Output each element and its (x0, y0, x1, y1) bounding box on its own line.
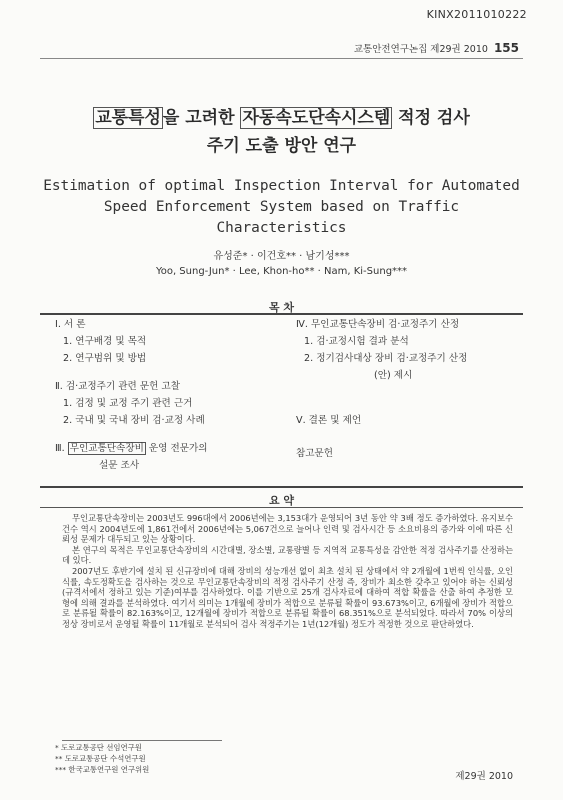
toc-heading: 목 차 (268, 301, 295, 314)
abstract-paragraph: 본 연구의 목적은 무인교통단속장비의 시간대별, 장소별, 교통량별 등 지역적 교통특성을 감안한 적정 검사주기를 산정하는데 있다. (62, 544, 513, 566)
toc-item: 2. 정기검사대상 장비 검·교정주기 산정 (304, 353, 468, 364)
toc-item: 2. 국내 및 국내 장비 검·교정 사례 (63, 415, 205, 426)
toc-section-text: 운영 전문가의 (145, 443, 208, 454)
toc-section-4: Ⅳ. 무인교통단속장비 검·교정주기 산정 (296, 319, 460, 330)
title-text: 을 고려한 (162, 108, 241, 128)
toc-right-column (296, 316, 467, 462)
running-header (354, 41, 519, 55)
abstract-paragraph: 무인교통단속장비는 2003년도 996대에서 2006년에는 3,153대가 운영되어 3년 동안 약 3배 정도 증가하였다. 유지보수건수 역시 2004년도에 1,861건에서 2006년에는 5,067건으로 늘어나 인력 및 검사시간 등 소요비용의 증가와 이에 따른 신뢰성 문제가 대두되고 있는 상황이다. (62, 513, 513, 545)
authors-english: Yoo, Sung-Jun* · Lee, Khon-ho** · Nam, Ki-Sung*** (155, 266, 408, 277)
toc-item: 1. 연구배경 및 목적 (63, 336, 147, 347)
toc-item: 1. 검정 및 교정 주기 관련 근거 (63, 398, 193, 409)
document-id: KINX2011010222 (426, 8, 527, 21)
toc-top-rule (40, 313, 523, 315)
toc-section-2: Ⅱ. 검·교정주기 관련 문헌 고찰 (55, 381, 180, 392)
abstract-body (62, 513, 513, 630)
footnote: ** 도로교통공단 수석연구원 (55, 754, 146, 763)
toc-section-3 (55, 440, 208, 457)
english-title-line2: Speed Enforcement System based on Traffic (103, 199, 460, 215)
toc-section-5: Ⅴ. 결론 및 제언 (296, 415, 362, 426)
toc-references: 참고문헌 (296, 448, 334, 459)
title-text: 적정 검사 (392, 108, 470, 128)
toc-item: (안) 제시 (374, 370, 413, 381)
footnote: *** 한국교통연구원 연구위원 (55, 765, 150, 774)
toc-highlight-box: 무인교통단속장비 (69, 443, 144, 454)
abstract-heading: 요 약 (268, 494, 295, 507)
page-number: 155 (493, 41, 519, 55)
korean-title-line2: 주기 도출 방안 연구 (206, 136, 357, 156)
abstract-paragraph: 2007년도 후반기에 설치 된 신규장비에 대해 장비의 성능개선 없이 최초 설치 된 상태에서 약 2개월에 1번씩 인식률, 오인식률, 속도정확도을 검사하는 것으로 무인교통단속장비의 적정 검사주기 산정 즉, 장비가 최소한 갖추고 있어야 하는 신뢰성(규격서에서 정하고 있는 기준)여부를 검사하였다. 이를 기반으로 25개 검사자료에 대하여 적합 확률을 산출 하여 추정한 모형에 의해 결과를 분석하였다. 여기서 의미는 1개월에 장비가 적합으로 분류될 확률이 93.673%이고, 6개월에 장비가 적합으로 분류될 확률이 82.163%이고, 12개월에 장비가 적합으로 분류될 확률이 68.351%으로 분석되었다. 따라서 70% 이상의 정상 장비로서 운영될 확률이 11개월로 분석되어 검사 적정주기는 1년(12개월) 정도가 적정한 것으로 판단하였다. (62, 565, 513, 629)
title-highlight-box-2: 자동속도단속시스템 (242, 108, 391, 128)
toc-section-1: Ⅰ. 서 론 (55, 319, 86, 330)
page-footer: 제29권 2010 (455, 771, 513, 782)
toc-item: 설문 조사 (99, 460, 140, 471)
toc-item: 1. 검·교정시험 결과 분석 (304, 336, 409, 347)
authors-korean: 유성준* · 이건호** · 남기성*** (213, 251, 350, 262)
korean-title-line1 (40, 104, 523, 132)
authors (40, 249, 523, 279)
english-title-line3: Characteristics (216, 220, 347, 236)
footnote: * 도로교통공단 선임연구원 (55, 743, 142, 752)
english-title-line1: Estimation of optimal Inspection Interval for Automated (43, 178, 520, 194)
toc-section-number: Ⅲ. (55, 443, 68, 454)
toc-left-column (55, 316, 208, 474)
header-rule (40, 58, 523, 59)
english-title (40, 176, 523, 239)
footnote-rule (62, 740, 222, 741)
korean-title (40, 104, 523, 160)
abstract-heading-rule (40, 507, 523, 508)
title-highlight-box-1: 교통특성 (95, 108, 161, 128)
footnotes (55, 742, 149, 775)
toc-item: 2. 연구범위 및 방법 (63, 353, 147, 364)
abstract-top-rule (40, 486, 523, 488)
journal-name: 교통안전연구논집 제29권 2010 (353, 44, 488, 55)
